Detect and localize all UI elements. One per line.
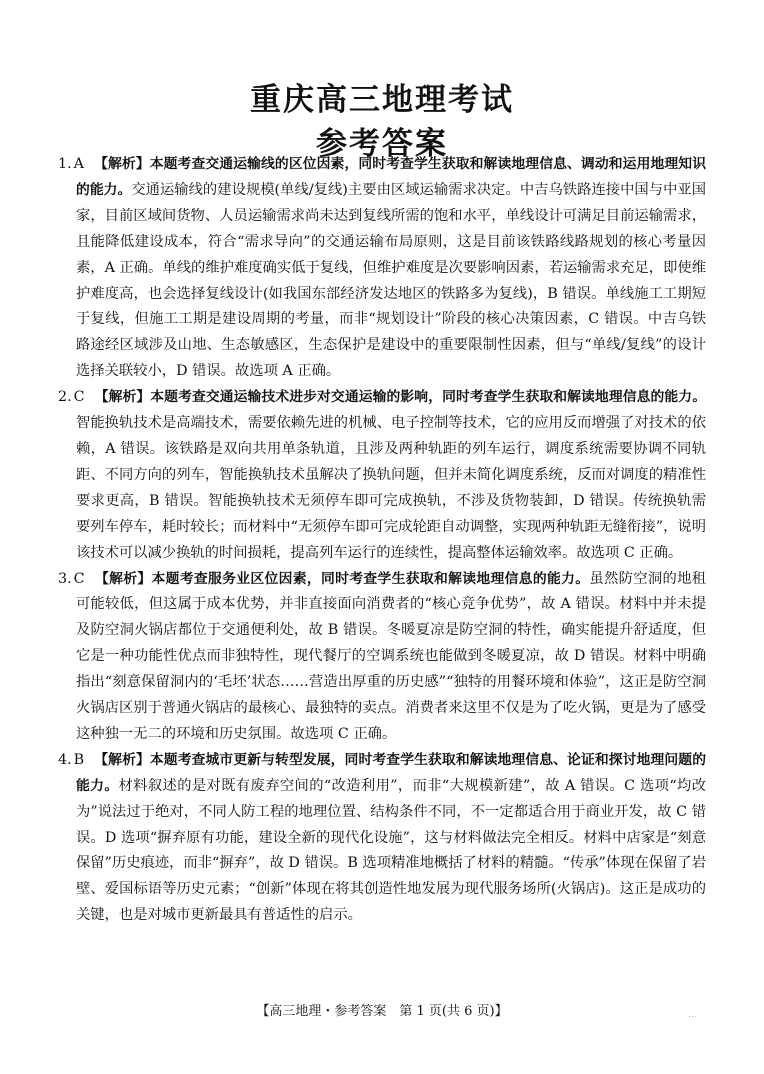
analysis-lead: 【解析】本题考查城市更新与转型发展，同时考查学生获取和解读地理信息、论证和探讨地理问题的能力。 (76, 751, 706, 794)
analysis-body: 材料叙述的是对既有废弃空间的“改造利用”，而非“大规模新建”，故 A 错误。C 选项“均改为”说法过于绝对，不同人防工程的地理位置、结构条件不同，不一定都适合用于商业开发，故 C 错误。D 选项“摒弃原有功能，建设全新的现代化设施”，这与材料做法完全相反。材料中店家是“刻意保留”历史痕迹，而非“摒弃”，故 D 错误。B 选项精准地概括了材料的精髓。“传承”体现在保留了岩壁、爱国标语等历史元素；“创新”体现在将其创造性地发展为现代服务场所(火锅店)。这正是成功的关键，也是对城市更新最具有普适性的启示。 (76, 777, 706, 924)
answer-item-3 (58, 567, 706, 748)
question-number: 1. (58, 156, 72, 172)
answer-choice: B (73, 751, 85, 768)
answer-choice: C (73, 389, 85, 406)
page-title: 重庆高三地理考试 (250, 82, 514, 118)
analysis-lead: 【解析】本题考查交通运输线的区位因素，同时考查学生获取和解读地理信息、调动和运用地理知识的能力。 (76, 156, 706, 198)
answer-choice: A (73, 156, 84, 172)
answer-choice: C (73, 570, 85, 587)
analysis-lead: 【解析】本题考查服务业区位因素，同时考查学生获取和解读地理信息的能力。 (94, 570, 590, 587)
analysis-lead: 【解析】本题考查交通运输技术进步对交通运输的影响，同时考查学生获取和解读地理信息的能力。 (94, 389, 706, 406)
page-footer: 【高三地理・参考答案 第 1 页(共 6 页)】 (256, 1004, 508, 1019)
answer-list (58, 152, 706, 929)
question-number: 4. (58, 751, 72, 768)
analysis-body: 智能换轨技术是高端技术，需要依赖先进的机械、电子控制等技术，它的应用反而增强了对技术的依赖，A 错误。该铁路是双向共用单条轨道，且涉及两种轨距的列车运行，调度系统需要协调不同轨距、不同方向的列车，智能换轨技术虽解决了换轨问题，但并未简化调度系统，反而对调度的精准性要求更高，B 错误。智能换轨技术无须停车即可完成换轨，不涉及货物装卸，D 错误。传统换轨需要列车停车，耗时较长；而材料中“无须停车即可完成轮距自动调整，实现两种轨距无缝衔接”，说明该技术可以减少换轨的时间损耗，提高列车运行的连续性，提高整体运输效率。故选项 C 正确。 (76, 415, 706, 561)
answer-item-2 (58, 385, 706, 566)
corner-mark: … (688, 1010, 697, 1020)
answer-item-4 (58, 748, 706, 929)
analysis-body: 虽然防空洞的地租可能较低，但这属于成本优势，并非直接面向消费者的“核心竞争优势”，故 A 错误。材料中并未提及防空洞火锅店都位于交通便利处，故 B 错误。冬暖夏凉是防空洞的特性，确实能提升舒适度，但它是一种功能性优点而非独特性，现代餐厅的空调系统也能做到冬暖夏凉，故 D 错误。材料中明确指出“刻意保留洞内的‘毛坯’状态……营造出厚重的历史感”“独特的用餐环境和体验”，这正是防空洞火锅店区别于普通火锅店的最核心、最独特的卖点。消费者来这里不仅是为了吃火锅，更是为了感受这种独一无二的环境和历史氛围。故选项 C 正确。 (76, 570, 707, 742)
analysis-body: 交通运输线的建设规模(单线/复线)主要由区域运输需求决定。中吉乌铁路连接中国与中亚国家，目前区域间货物、人员运输需求尚未达到复线所需的饱和水平，单线设计可满足目前运输需求，且能降低建设成本，符合“需求导向”的交通运输布局原则，这是目前该铁路线路规划的核心考量因素，A 正确。单线的维护难度确实低于复线，但维护难度是次要影响因素，若运输需求充足，即使维护难度高，也会选择复线设计(如我国东部经济发达地区的铁路多为复线)，B 错误。单线施工工期短于复线，但施工工期是建设周期的考量，而非“规划设计”阶段的核心决策因素，C 错误。中吉乌铁路途经区域涉及山地、生态敏感区，生态保护是建设中的重要限制性因素，但与“单线/复线”的设计选择关联较小，D 错误。故选项 A 正确。 (76, 181, 707, 380)
answer-item-1 (58, 152, 706, 385)
question-number: 2. (58, 389, 72, 406)
page-subtitle: 参考答案 (316, 126, 448, 162)
question-number: 3. (58, 570, 72, 587)
